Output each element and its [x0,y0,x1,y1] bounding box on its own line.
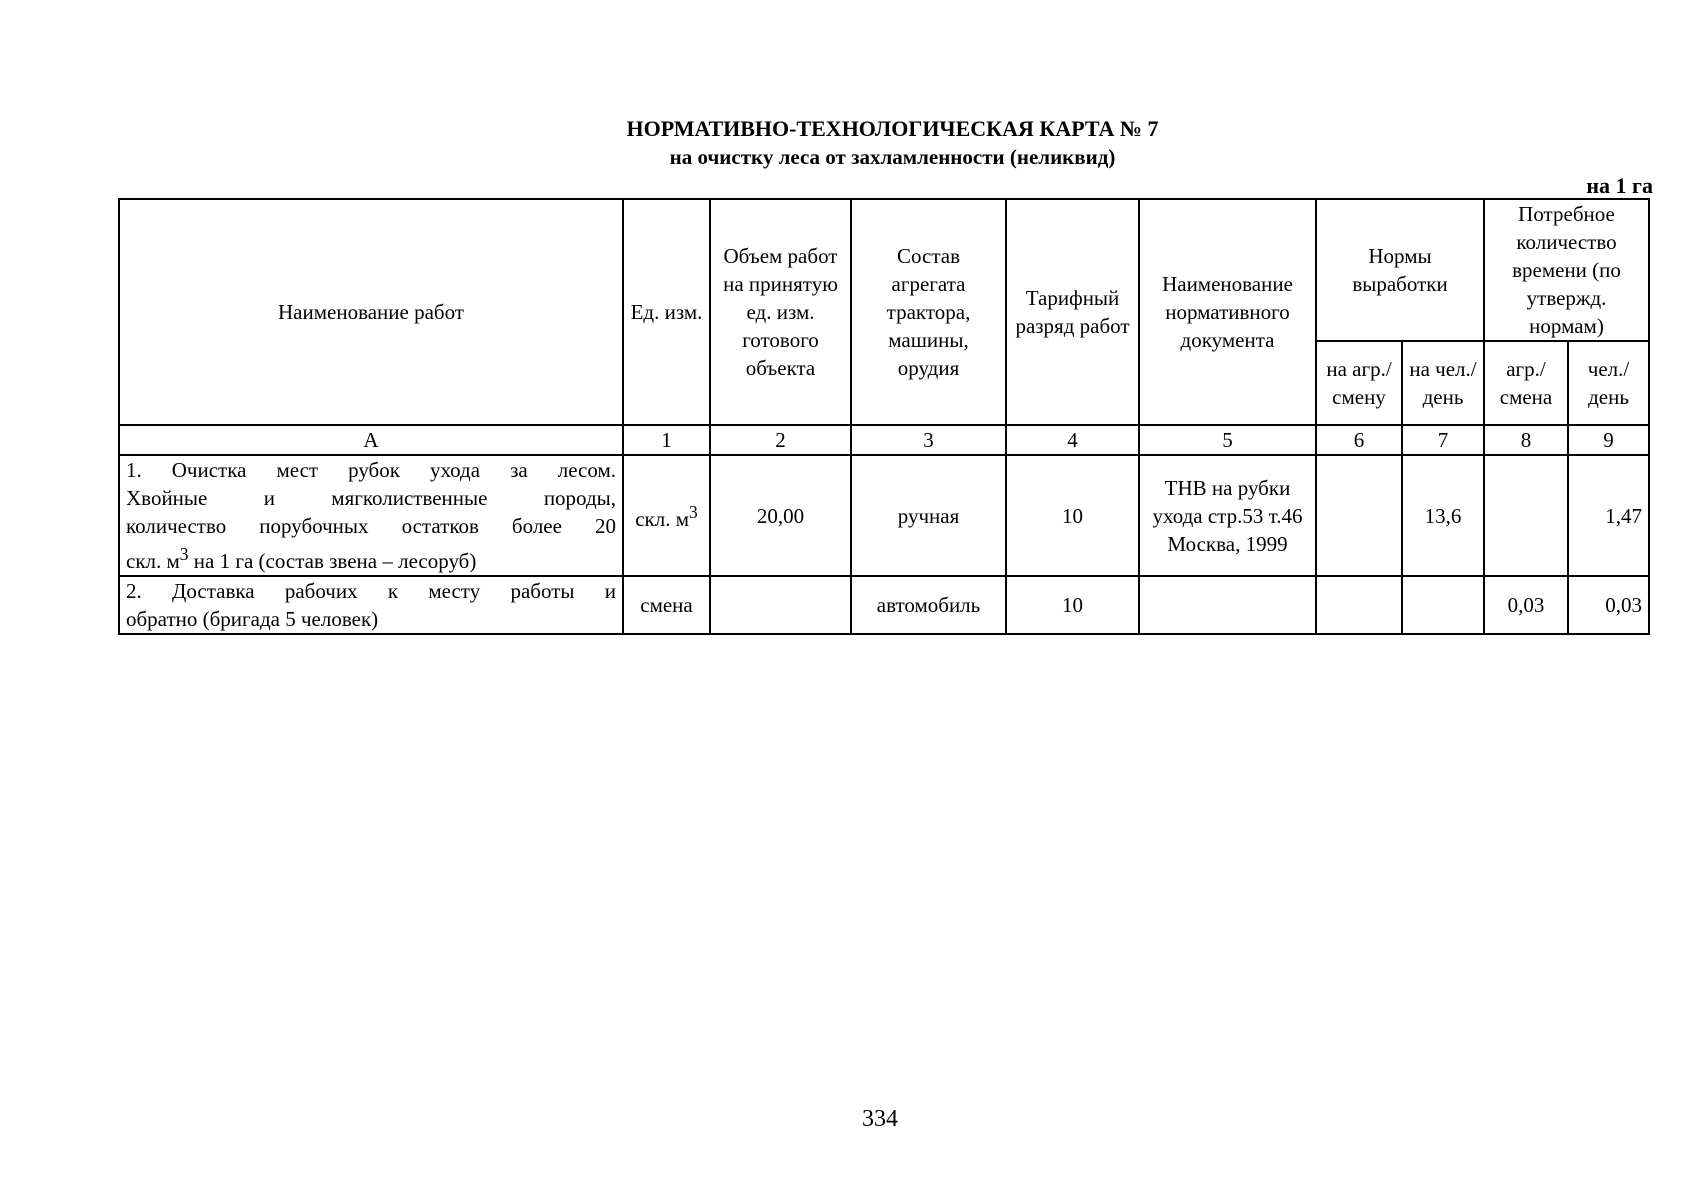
row-per-person-day [1402,576,1484,634]
row-per-agr-shift [1316,576,1402,634]
unit-label: на 1 га [1586,173,1653,198]
header-time-required: Потребное количество времени (по утвержд. нормам) [1484,199,1649,341]
row-per-agr-shift [1316,455,1402,576]
row-agr-shift [1484,455,1568,576]
row-unit: смена [623,576,710,634]
header-aggregate: Состав агрегата трактора, машины, орудия [851,199,1006,425]
row-agr-shift: 0,03 [1484,576,1568,634]
header-volume: Объем работ на принятую ед. изм. готового объекта [710,199,851,425]
header-per-person-day: на чел./ день [1402,341,1484,425]
row-volume [710,576,851,634]
row-tariff: 10 [1006,455,1139,576]
column-number: 8 [1484,425,1568,455]
table-row [119,455,1649,576]
column-number: 9 [1568,425,1649,455]
row-volume: 20,00 [710,455,851,576]
row-aggregate: ручная [851,455,1006,576]
column-number: 2 [710,425,851,455]
row-tariff: 10 [1006,576,1139,634]
work-name-line: 2. Доставка рабочих к месту работы и [126,579,616,603]
column-number: А [119,425,623,455]
row-aggregate: автомобиль [851,576,1006,634]
row-person-day: 1,47 [1568,455,1649,576]
row-person-day: 0,03 [1568,576,1649,634]
row-work-name [119,576,623,634]
row-work-name [119,455,623,576]
header-unit: Ед. изм. [623,199,710,425]
work-name-line: Хвойные и мягколиственные породы, [126,486,616,510]
column-number: 5 [1139,425,1316,455]
header-per-agr-shift: на агр./ смену [1316,341,1402,425]
page-number: 334 [862,1106,898,1132]
column-number: 3 [851,425,1006,455]
work-name-line: скл. $м^3$ на 1 га (состав звена – лесоруб) [126,544,477,573]
work-name-line: 1. Очистка мест рубок ухода за лесом. [126,458,616,482]
column-number: 6 [1316,425,1402,455]
header-agr-shift: агр./ смена [1484,341,1568,425]
document-subtitle: на очистку леса от захламленности (неликвид) [669,145,1116,169]
norms-table [118,198,1650,635]
document-title: НОРМАТИВНО-ТЕХНОЛОГИЧЕСКАЯ КАРТА № 7 [626,116,1159,141]
work-name-line: количество порубочных остатков более 20 [126,514,616,538]
row-unit: скл. $м^3$ [623,455,710,576]
row-per-person-day: 13,6 [1402,455,1484,576]
work-name-line: обратно (бригада 5 человек) [126,607,379,631]
table-row [119,576,1649,634]
row-norm-doc [1139,576,1316,634]
header-norm-doc: Наименование нормативного документа [1139,199,1316,425]
column-number: 7 [1402,425,1484,455]
header-work-name: Наименование работ [119,199,623,425]
column-number-row [119,425,1649,455]
column-number: 4 [1006,425,1139,455]
header-tariff: Тарифный разряд работ [1006,199,1139,425]
row-norm-doc: ТНВ на рубки ухода стр.53 т.46 Москва, 1999 [1139,455,1316,576]
header-output-norms: Нормы выработки [1316,199,1484,341]
column-number: 1 [623,425,710,455]
header-person-day: чел./ день [1568,341,1649,425]
